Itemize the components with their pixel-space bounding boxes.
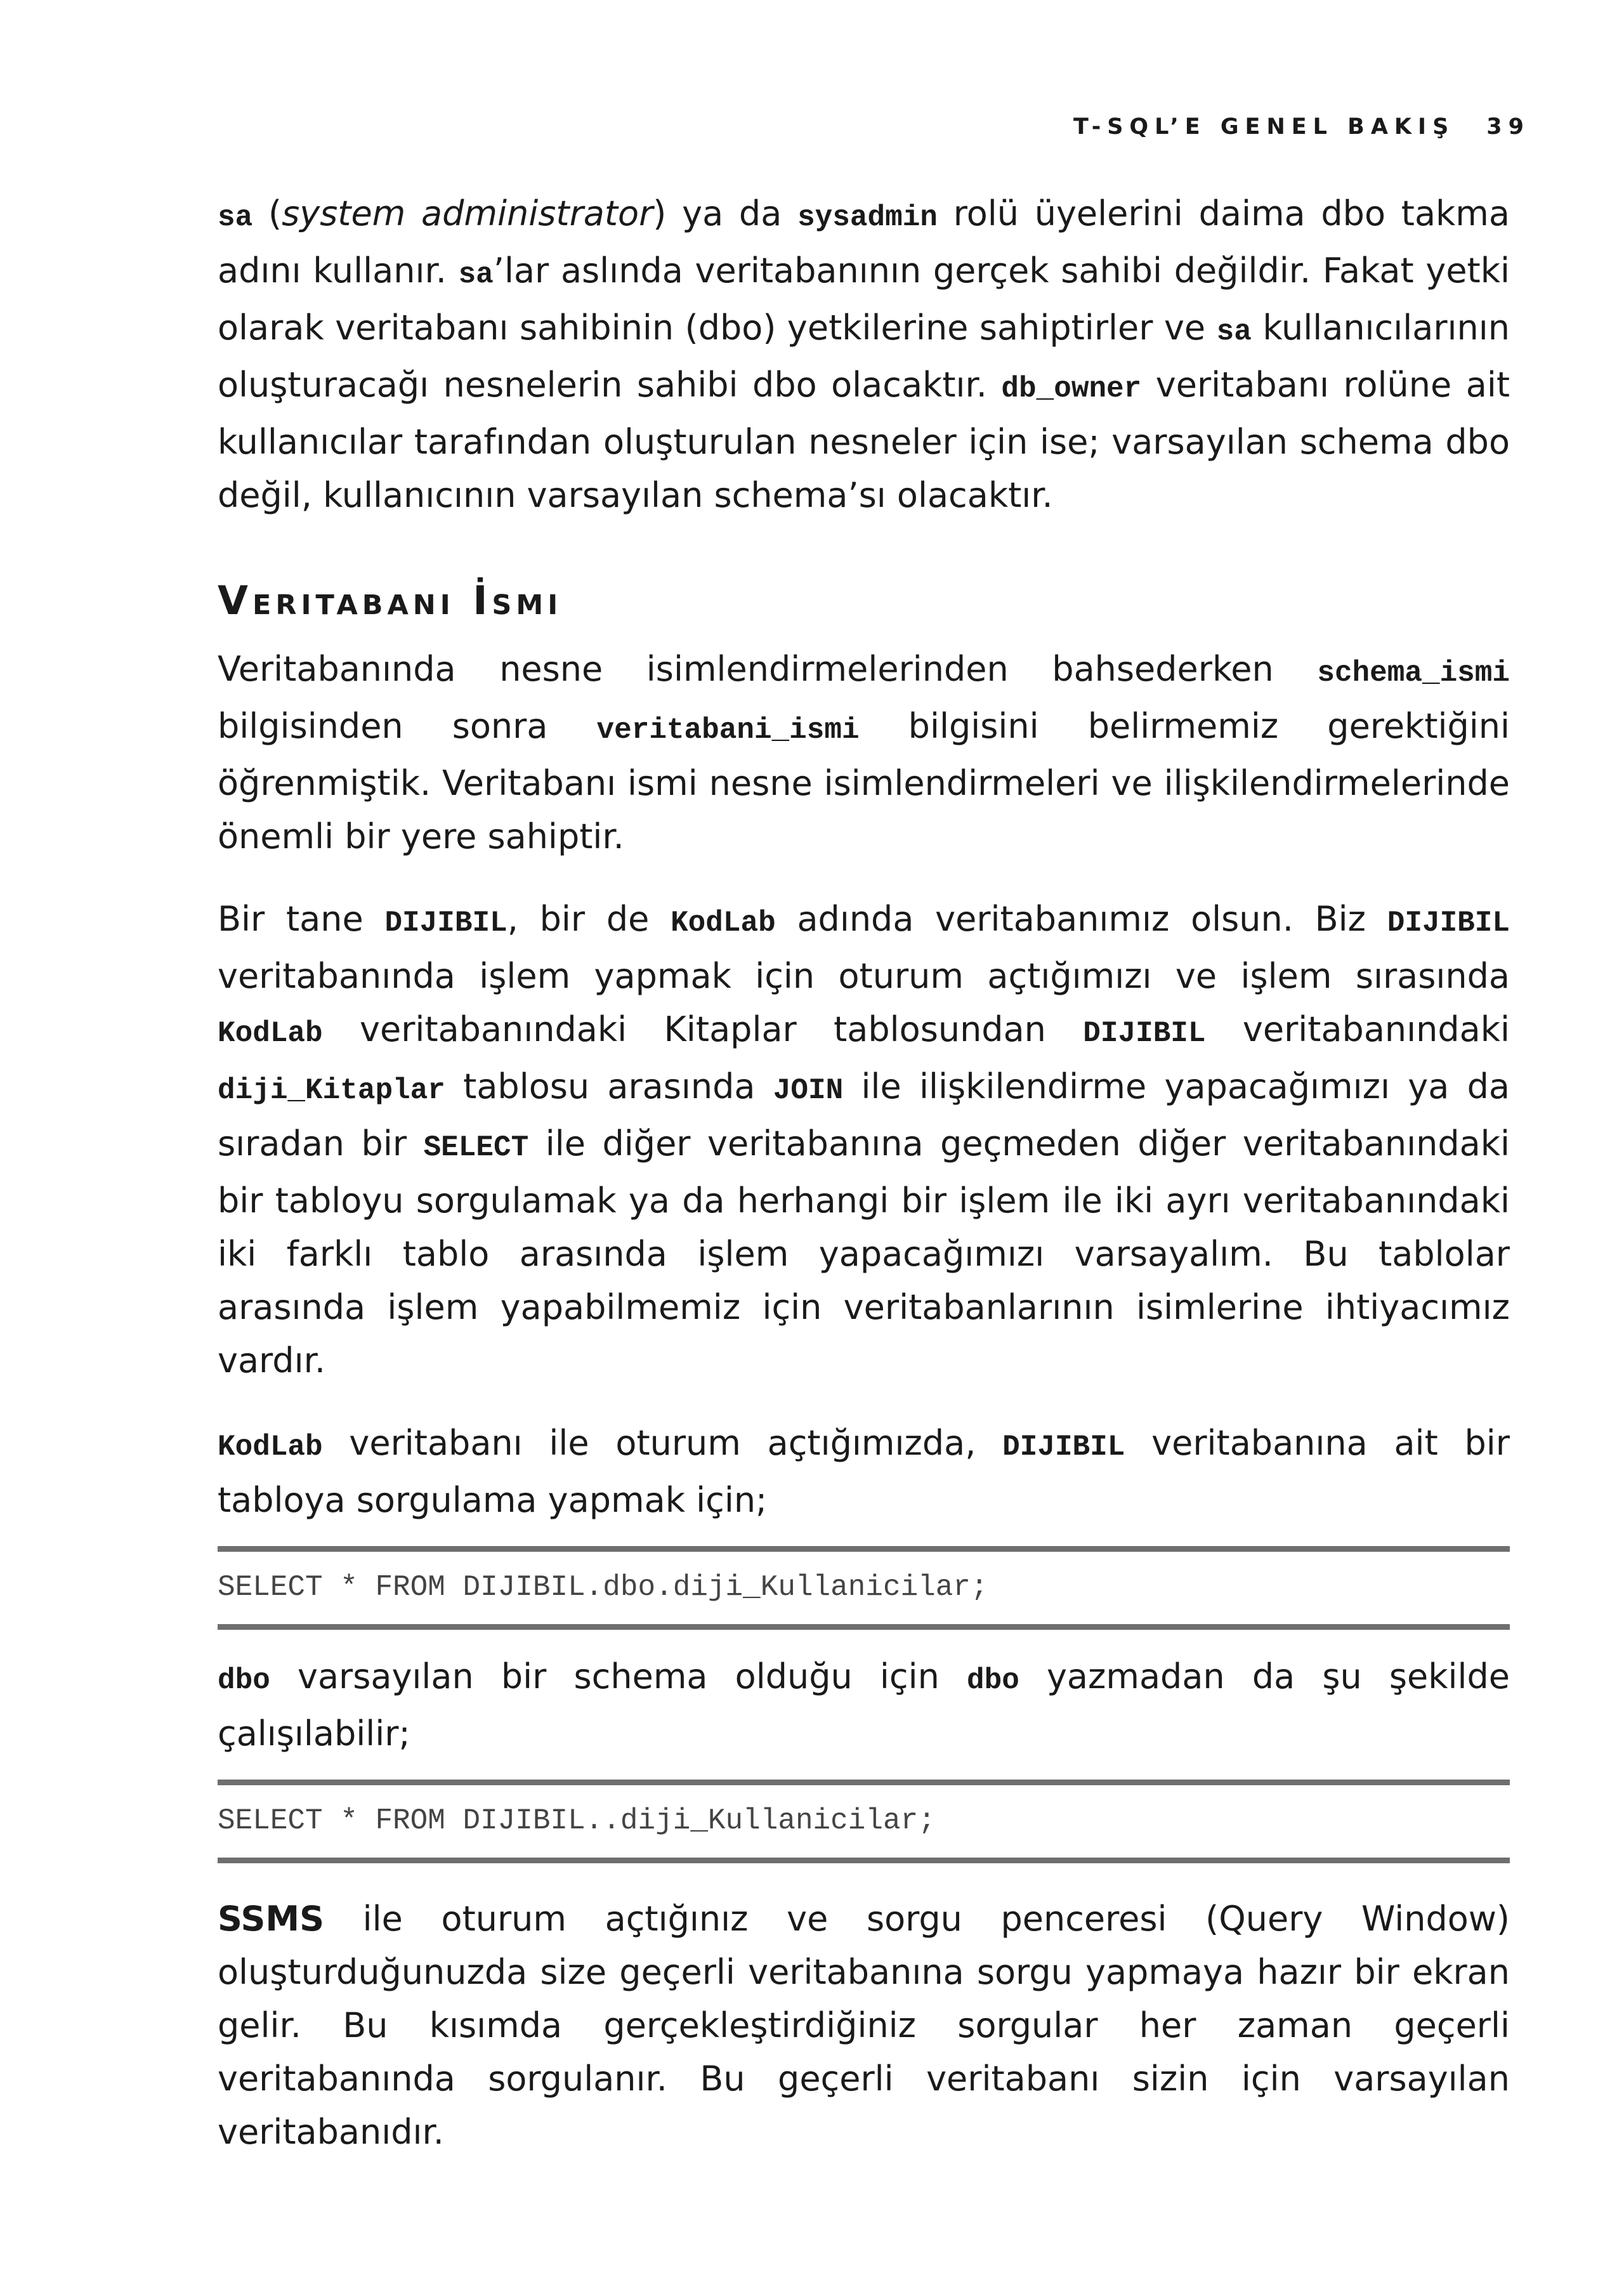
paragraph-example-databases: Bir tane DIJIBIL, bir de KodLab adında veritabanımız olsun. Biz DIJIBIL veritabanında işlem yapmak için oturum açtığımızı ve işlem sırasında KodLab veritabanındaki Kitaplar tablosundan DIJIBIL veritabanındaki diji_Kitaplar tablosu arasında JOIN ile ilişkilendirme yapacağımızı ya da sıradan bir SELECT ile diğer veritabanına geçmeden diğer veritabanındaki bir tabloyu sorgulamak ya da herhangi bir işlem ile iki ayrı veritabanındaki iki farklı tablo arasında işlem yapacağımızı varsayalım. Bu tablolar arasında işlem yapabilmemiz için veritabanlarının isimlerine ihtiyacımız vardır. <box>218 899 1510 1380</box>
code-block-full-name <box>218 1546 1510 1630</box>
inline-code: DIJIBIL <box>1387 907 1510 940</box>
inline-code: SELECT <box>423 1131 529 1164</box>
inline-code: dbo <box>218 1664 270 1697</box>
paragraph-sa-owner: sa (system administrator) ya da sysadmin rolü üyelerini daima dbo takma adını kullanır. sa’lar aslında veritabanının gerçek sahibi değildir. Fakat yetki olarak veritabanı sahibinin (dbo) yetkilerine sahiptirler ve sa kullanıcılarının oluşturacağı nesnelerin sahibi dbo olacaktır. db_owner veritabanı rolüne ait kullanıcılar tarafından oluşturulan nesneler için ise; varsayılan schema dbo değil, kullanıcının varsayılan schema’sı olacaktır. <box>218 193 1510 515</box>
inline-code: veritabani_ismi <box>596 714 860 747</box>
bold-term: SSMS <box>218 1899 324 1939</box>
inline-code: schema_ismi <box>1317 657 1510 690</box>
inline-code: dbo <box>966 1664 1019 1697</box>
inline-code: diji_Kitaplar <box>218 1074 445 1107</box>
inline-code: sa <box>458 258 494 291</box>
code-block-short-name <box>218 1780 1510 1863</box>
paragraph-query-intro: KodLab veritabanı ile oturum açtığımızda, DIJIBIL veritabanına ait bir tabloya sorgulama yapmak için; <box>218 1423 1510 1520</box>
inline-code: DIJIBIL <box>1002 1431 1125 1464</box>
italic-term: system administrator <box>282 193 653 233</box>
inline-code: DIJIBIL <box>384 907 508 940</box>
inline-code: sa <box>218 201 253 234</box>
running-header <box>1073 114 1530 140</box>
inline-code: KodLab <box>218 1431 323 1464</box>
code-line: SELECT * FROM DIJIBIL.dbo.diji_Kullanicilar; <box>218 1571 988 1604</box>
inline-code: sa <box>1216 315 1252 348</box>
paragraph-database-name: Veritabanında nesne isimlendirmelerinden bahsederken schema_ismi bilgisinden sonra veritabani_ismi bilgisini belirmemiz gerektiğini öğrenmiştik. Veritabanı ismi nesne isimlendirmeleri ve ilişkilendirmelerinde önemli bir yere sahiptir. <box>218 649 1510 856</box>
inline-code: db_owner <box>1001 372 1142 405</box>
section-heading: Veritabanı İsmi <box>218 577 563 624</box>
inline-code: KodLab <box>218 1017 323 1050</box>
inline-code: JOIN <box>773 1074 844 1107</box>
running-title: T-SQL’E GENEL BAKIŞ <box>1073 114 1455 140</box>
paragraph-ssms: SSMS ile oturum açtığınız ve sorgu penceresi (Query Window) oluşturduğunuzda size geçerli veritabanına sorgu yapmaya hazır bir ekran gelir. Bu kısımda gerçekleştirdiğiniz sorgular her zaman geçerli veritabanında sorgulanır. Bu geçerli veritabanı sizin için varsayılan veritabanıdır. <box>218 1899 1510 2152</box>
page-content <box>218 187 1510 2159</box>
code-line: SELECT * FROM DIJIBIL..diji_Kullanicilar; <box>218 1804 936 1837</box>
inline-code: DIJIBIL <box>1083 1017 1206 1050</box>
page-number: 39 <box>1486 114 1530 140</box>
inline-code: sysadmin <box>797 201 938 234</box>
paragraph-dbo-default: dbo varsayılan bir schema olduğu için dbo yazmadan da şu şekilde çalışılabilir; <box>218 1656 1510 1754</box>
inline-code: KodLab <box>671 907 776 940</box>
